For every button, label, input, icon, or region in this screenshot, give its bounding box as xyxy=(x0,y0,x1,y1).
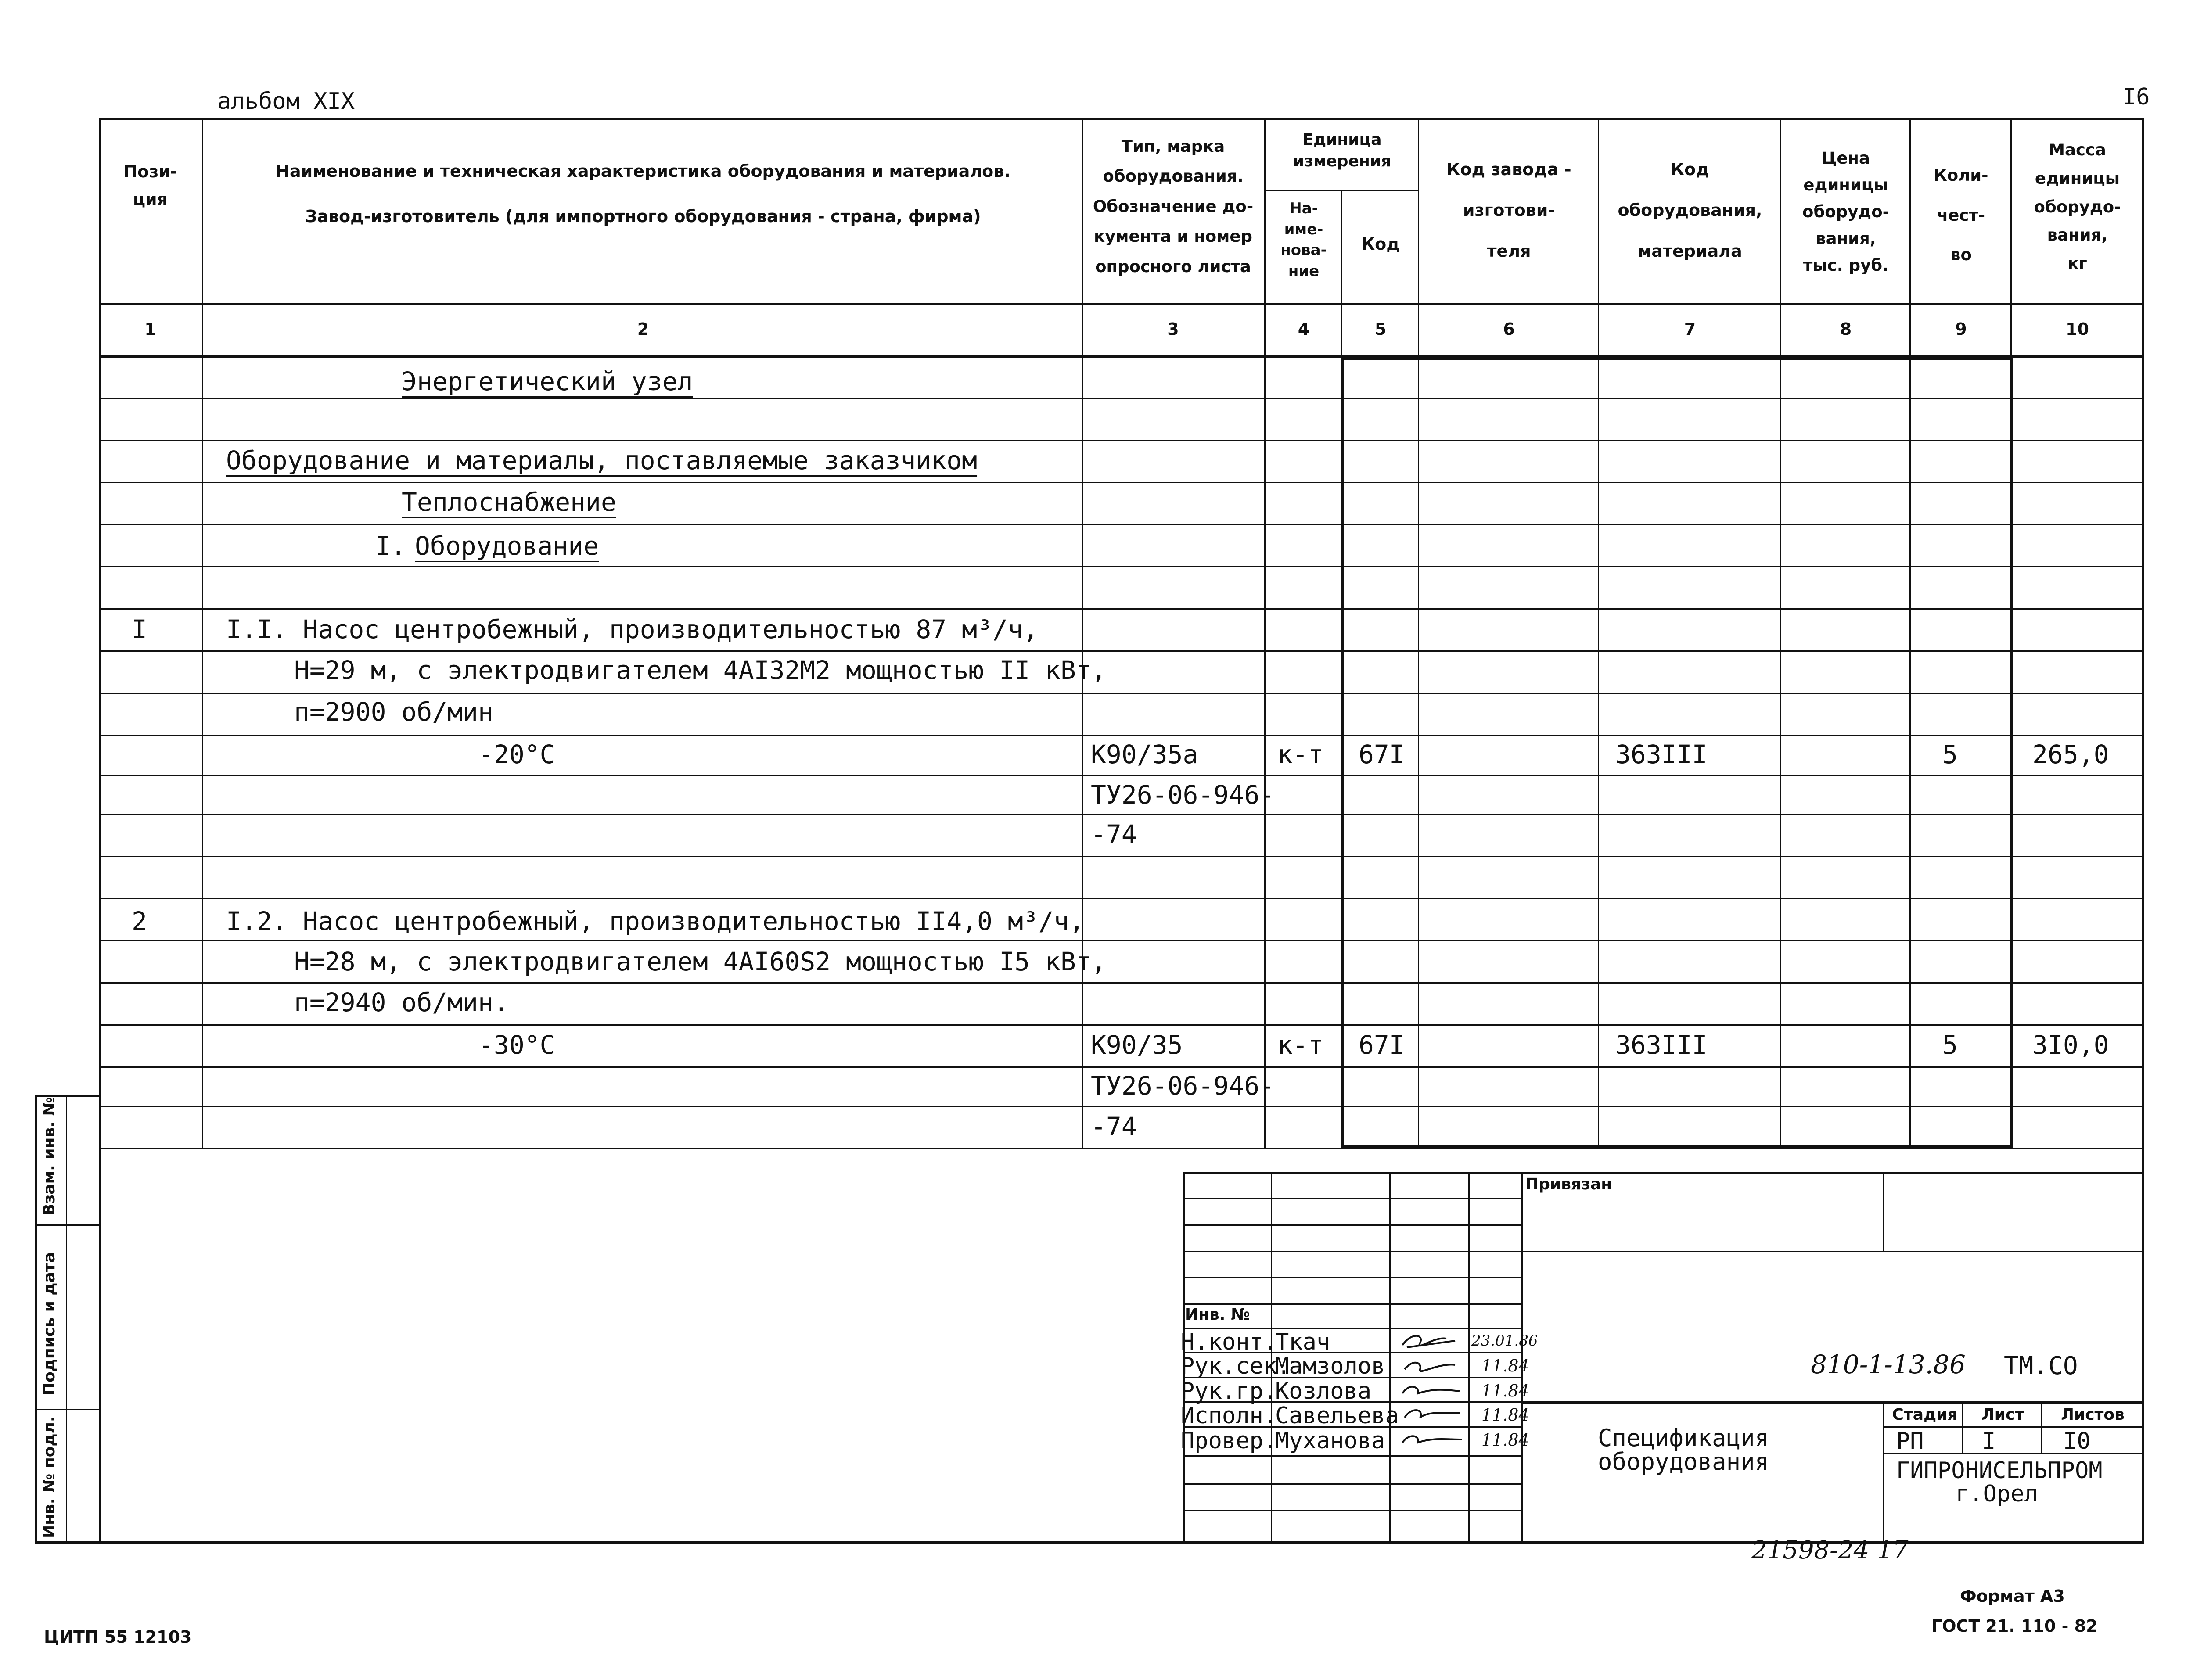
role-label: Рук.гр. xyxy=(1181,1378,1277,1404)
section-heading: Оборудование и материалы, поставляемые заказчиком xyxy=(226,445,978,475)
organization-city: г.Орел xyxy=(1956,1481,2038,1507)
col-header-name: Наименование и техническая характеристика оборудования и материалов. Завод-изготовитель (для импортного оборудования - страна, фирма) xyxy=(276,162,1010,226)
person-name: Савельева xyxy=(1275,1403,1399,1429)
section-heading: Оборудование xyxy=(415,531,599,561)
item-quantity: 5 xyxy=(1942,739,1958,769)
format-label: Формат А3 xyxy=(1960,1587,2065,1606)
item-doc: ТУ26-06-946- xyxy=(1091,1071,1275,1101)
sheets-value: I0 xyxy=(2063,1428,2091,1454)
col-number: 3 xyxy=(1167,319,1179,339)
page-number: I6 xyxy=(2122,84,2150,110)
col-header-unit-name: На- име- нова- ние xyxy=(1280,200,1327,280)
sheet-label: Лист xyxy=(1981,1406,2024,1424)
section-heading: Теплоснабжение xyxy=(402,487,616,517)
citp-label: ЦИТП 55 12103 xyxy=(44,1627,192,1647)
item-description: I.I. Насос центробежный, производительностью 87 м³/ч, xyxy=(226,614,1039,644)
col-number: 4 xyxy=(1298,319,1310,339)
col-header-unit-code: Код xyxy=(1361,234,1400,254)
item-quantity: 5 xyxy=(1942,1030,1958,1060)
document-code: ТМ.СО xyxy=(2004,1352,2078,1380)
attached-label: Привязан xyxy=(1525,1175,1612,1193)
sheets-label: Листов xyxy=(2061,1406,2125,1424)
item-description: п=2900 об/мин xyxy=(294,697,493,727)
col-header-unit: Единица измерения xyxy=(1293,131,1391,170)
item-temperature: -20°С xyxy=(478,739,555,769)
document-title: Спецификация оборудования xyxy=(1598,1424,1769,1475)
col-header-equipment-code: Код оборудования, материала xyxy=(1618,160,1762,261)
role-label: Исполн. xyxy=(1181,1403,1277,1429)
col-header-quantity: Коли- чест- во xyxy=(1934,166,1988,265)
item-type: К90/35а xyxy=(1091,739,1198,769)
section-heading: Энергетический узел xyxy=(402,366,693,396)
item-doc: -74 xyxy=(1091,1112,1137,1142)
archive-number: 21598-24 17 xyxy=(1751,1536,1909,1565)
item-equipment-code: 363III xyxy=(1615,739,1708,769)
album-label: альбом XIX xyxy=(217,88,355,115)
item-type: К90/35 xyxy=(1091,1030,1183,1060)
col-header-type: Тип, марка оборудования. Обозначение до- кумента и номер опросного листа xyxy=(1093,137,1254,276)
col-header-position: Пози- ция xyxy=(123,162,177,209)
col-header-mass: Масса единицы оборудо- вания, кг xyxy=(2034,140,2121,273)
side-label-signature: Подпись и дата xyxy=(40,1252,58,1396)
sign-date: 11.84 xyxy=(1481,1356,1529,1375)
signatures-image xyxy=(1394,1328,1466,1455)
item-unit-code: 67I xyxy=(1359,739,1405,769)
item-doc: ТУ26-06-946- xyxy=(1091,780,1275,810)
item-unit: к-т xyxy=(1277,739,1323,769)
item-doc: -74 xyxy=(1091,819,1137,849)
role-label: Н.конт. xyxy=(1181,1329,1277,1355)
section-number: I. xyxy=(375,531,406,561)
col-header-factory-code: Код завода - изготови- теля xyxy=(1446,160,1571,261)
gost-label: ГОСТ 21. 110 - 82 xyxy=(1931,1616,2098,1636)
col-number: 1 xyxy=(144,319,156,339)
sign-date: 11.84 xyxy=(1481,1405,1529,1425)
item-description: п=2940 об/мин. xyxy=(294,987,509,1017)
stage-value: РП xyxy=(1896,1428,1924,1454)
person-name: Ткач xyxy=(1275,1329,1330,1355)
item-position: I xyxy=(132,614,147,644)
item-position: 2 xyxy=(132,906,147,936)
col-number: 7 xyxy=(1684,319,1696,339)
col-number: 10 xyxy=(2066,319,2089,339)
col-number: 2 xyxy=(637,319,649,339)
item-description: I.2. Насос центробежный, производительностью II4,0 м³/ч, xyxy=(226,906,1085,936)
role-label: Провер. xyxy=(1181,1428,1277,1454)
person-name: Мамзолов xyxy=(1275,1353,1385,1379)
person-name: Козлова xyxy=(1275,1378,1372,1404)
sign-date: 11.84 xyxy=(1481,1430,1529,1450)
document-code-handwritten: 810-1-13.86 xyxy=(1811,1350,1966,1379)
col-number: 8 xyxy=(1840,319,1852,339)
item-mass: 3I0,0 xyxy=(2032,1030,2109,1060)
col-number: 5 xyxy=(1374,319,1387,339)
item-description: Н=28 м, с электродвигателем 4АI60S2 мощностью I5 кВт, xyxy=(294,947,1107,976)
item-temperature: -30°С xyxy=(478,1030,555,1060)
side-label-inv-original: Инв. № подл. xyxy=(40,1416,58,1538)
sheet-value: I xyxy=(1982,1428,1996,1454)
item-unit: к-т xyxy=(1277,1030,1323,1060)
item-equipment-code: 363III xyxy=(1615,1030,1708,1060)
col-number: 6 xyxy=(1503,319,1515,339)
inv-no-label: Инв. № xyxy=(1185,1306,1250,1324)
role-label: Рук.сек. xyxy=(1181,1353,1291,1379)
item-mass: 265,0 xyxy=(2032,739,2109,769)
sign-date: 23.01.86 xyxy=(1471,1332,1538,1350)
sign-date: 11.84 xyxy=(1481,1381,1529,1400)
organization: ГИПРОНИСЕЛЬПРОМ xyxy=(1896,1457,2103,1484)
item-description: Н=29 м, с электродвигателем 4АI32М2 мощностью II кВт, xyxy=(294,655,1107,685)
stage-label: Стадия xyxy=(1892,1406,1958,1424)
person-name: Муханова xyxy=(1275,1428,1385,1454)
item-unit-code: 67I xyxy=(1359,1030,1405,1060)
col-number: 9 xyxy=(1955,319,1967,339)
col-header-price: Цена единицы оборудо- вания, тыс. руб. xyxy=(1802,149,1889,275)
side-label-vzam: Взам. инв. № xyxy=(40,1097,58,1216)
